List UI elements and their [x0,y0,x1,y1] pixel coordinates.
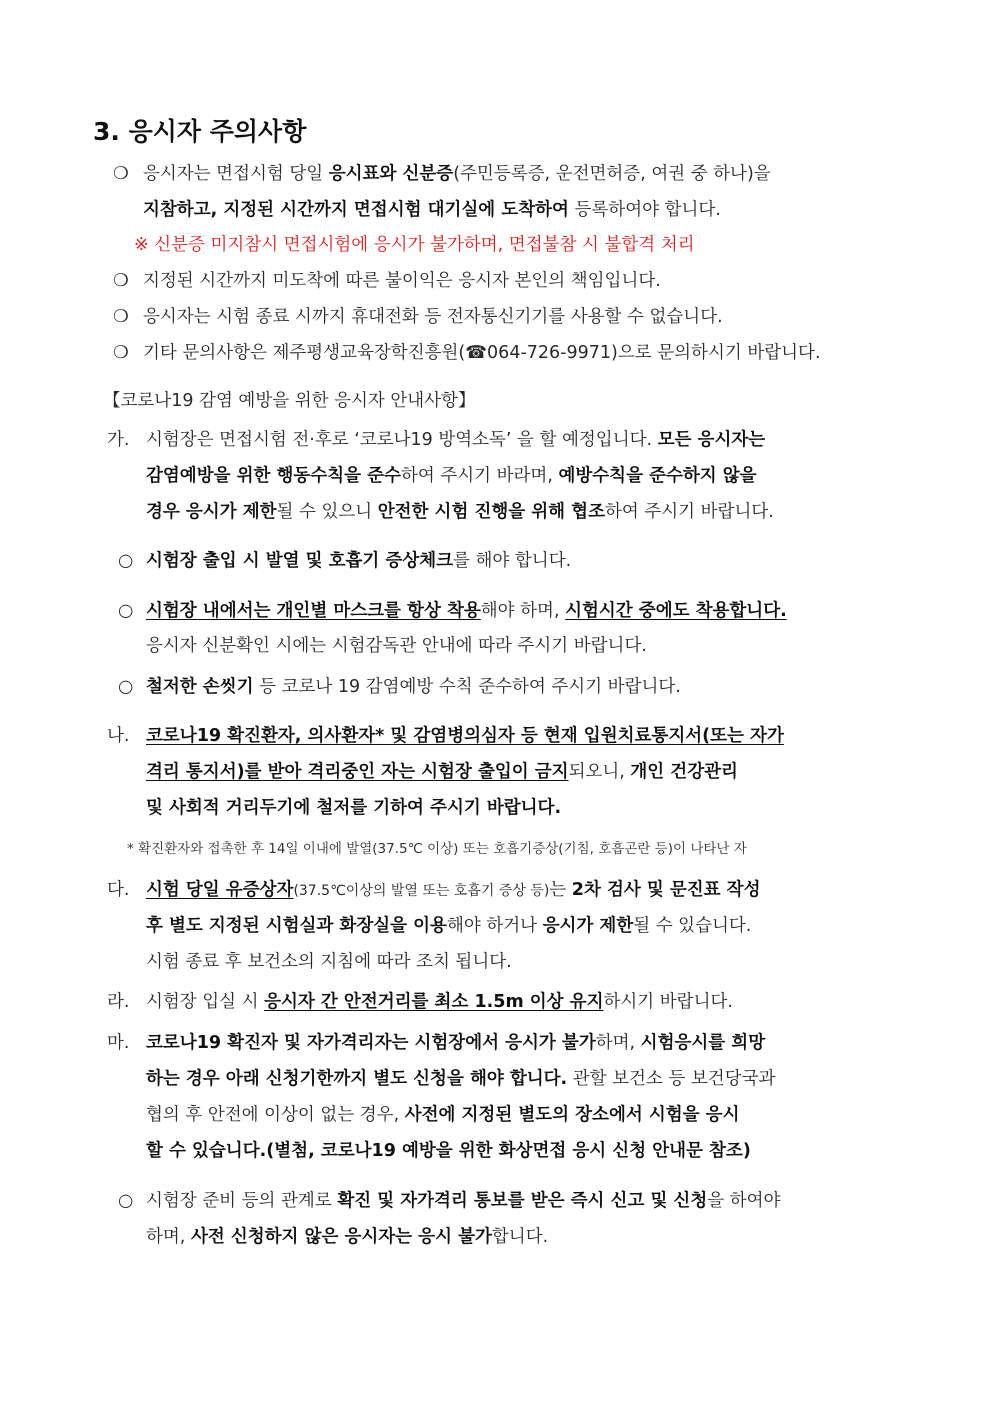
text: 하며, [146,1227,191,1247]
text: 하시기 바랍니다. [603,992,733,1012]
text: 를 해야 합니다. [453,551,572,571]
text: 시험장 입실 시 [146,992,265,1012]
bullet-hollow-circle: ❍ [113,271,129,291]
na-line-3: 및 사회적 거리두기에 철저를 기하여 주시기 바랍니다. [146,798,562,818]
text: 하여 주시기 바랍니다. [604,502,774,522]
ma-line-1 [146,1031,765,1055]
notice-1-warning: ※ 신분증 미지참시 면접시험에 응시가 불가하며, 면접불참 시 불합격 처리 [134,235,695,255]
notice-1-line-2 [143,198,721,222]
text: 등 코로나 19 감염예방 수칙 준수하여 주시기 바랍니다. [253,677,681,697]
text: 기타 문의사항은 제주평생교육장학진흥원( [143,343,466,363]
bold-text: 후 별도 지정된 시험실과 화장실을 이용 [146,916,447,936]
bold-text: 감염예방을 위한 행동수칙을 준수 [146,466,401,486]
bullet-hollow-circle: ❍ [113,164,129,184]
item-marker-ma: 마. [107,1033,130,1053]
text: 시험장은 면접시험 전·후로 ‘코로나19 방역소독’ 을 할 예정입니다. [146,430,658,450]
bold-text: 2차 검사 및 문진표 작성 [571,880,761,900]
item-marker-ra: 라. [107,992,130,1012]
section-title: 3. 응시자 주의사항 [93,117,307,146]
da-line-1 [146,878,761,903]
item-marker-na: 나. [107,726,130,746]
bold-text: 모든 응시자는 [657,430,766,450]
ga-sub-3 [146,675,681,699]
underlined-text: 시험 당일 유증상자 [146,880,294,900]
bold-text: 경우 응시가 제한 [146,502,277,522]
bullet-small-circle: ○ [118,551,134,571]
bold-text: 개인 건강관리 [630,762,738,782]
bullet-small-circle: ○ [118,677,134,697]
bold-text: 안전한 시험 진행을 위해 협조 [377,502,605,522]
bold-text: 예방수칙을 준수하지 않을 [558,466,757,486]
text: 협의 후 안전에 이상이 없는 경우, [146,1105,405,1125]
text: 관할 보건소 등 보건당국과 [567,1069,776,1089]
small-text: (37.5℃이상의 발열 또는 호흡기 증상 등) [293,883,550,899]
bold-text: 응시표와 신분증 [328,164,454,184]
text: 하며, [595,1033,641,1053]
text: 시험장 준비 등의 관계로 [146,1191,338,1211]
ma-sub-1-line-1 [146,1189,780,1213]
ma-line-2 [146,1067,775,1091]
ga-line-3 [146,500,774,524]
ga-line-1 [146,428,765,452]
bullet-small-circle: ○ [118,1191,134,1211]
underlined-text: 응시자 간 안전거리를 최소 1.5m 이상 유지 [264,992,604,1012]
na-footnote: * 확진환자와 접촉한 후 14일 이내에 발열(37.5℃ 이상) 또는 호흡기증상(기침, 호흡곤란 등)이 나타난 자 [127,841,747,857]
bold-text: 사전에 지정된 별도의 장소에서 시험을 응시 [404,1105,740,1125]
da-line-3: 시험 종료 후 보건소의 지침에 따라 조치 됩니다. [146,952,512,972]
underlined-text: 격리 통지서)를 받아 격리중인 자는 시험장 출입이 금지 [146,762,569,782]
text: 응시자는 면접시험 당일 [143,164,329,184]
notice-3: 응시자는 시험 종료 시까지 휴대전화 등 전자통신기기를 사용할 수 없습니다. [143,307,723,327]
bold-text: 확진 및 자가격리 통보를 받은 즉시 신고 및 신청 [337,1191,708,1211]
ga-sub-2-line-1 [146,599,787,623]
ra-line [146,990,733,1014]
bold-text: 시험장 출입 시 발열 및 호흡기 증상체크 [146,551,454,571]
bold-text: 코로나19 확진자 및 자가격리자는 시험장에서 응시가 불가 [146,1033,596,1053]
ga-sub-2-line-2: 응시자 신분확인 시에는 시험감독관 안내에 따라 주시기 바랍니다. [146,636,647,656]
text: 는 [549,880,572,900]
text: )으로 문의하시기 바랍니다. [611,343,821,363]
bold-text: 시험응시를 희망 [640,1033,766,1053]
underlined-text: 시험장 내에서는 개인별 마스크를 항상 착용 [146,601,481,621]
notice-2: 지정된 시간까지 미도착에 따른 불이익은 응시자 본인의 책임입니다. [143,271,661,291]
bullet-hollow-circle: ❍ [113,343,129,363]
ma-line-3 [146,1103,739,1127]
text: (주민등록증, 운전면허증, 여권 중 하나)을 [453,164,771,184]
phone-number: ☎064-726-9971 [465,343,612,363]
text: 하여 주시기 바라며, [400,466,559,486]
na-line-1: 코로나19 확진환자, 의사환자* 및 감염병의심자 등 현재 입원치료통지서(또는 자가 [146,726,784,746]
bold-text: 응시가 제한 [542,916,634,936]
text: 등록하여야 합니다. [568,200,721,220]
bullet-hollow-circle: ❍ [113,307,129,327]
ga-line-2 [146,464,757,488]
text: 해야 하며, [480,601,566,621]
text: 되오니, [568,762,631,782]
covid-section-header: 【코로나19 감염 예방을 위한 응시자 안내사항】 [103,391,476,411]
na-line-2 [146,760,738,784]
text: 될 수 있으니 [276,502,378,522]
da-line-2 [146,914,751,938]
ma-line-4: 할 수 있습니다.(별첨, 코로나19 예방을 위한 화상면접 응시 신청 안내문 참조) [146,1141,751,1161]
ma-sub-1-line-2 [146,1225,548,1249]
text: 을 하여야 [707,1191,781,1211]
bold-text: 하는 경우 아래 신청기한까지 별도 신청을 해야 합니다. [146,1069,568,1089]
bold-text: 지참하고, 지정된 시간까지 면접시험 대기실에 도착하여 [143,200,569,220]
bold-text: 사전 신청하지 않은 응시자는 응시 불가 [190,1227,492,1247]
text: 합니다. [491,1227,549,1247]
item-marker-ga: 가. [107,430,130,450]
text: 해야 하거나 [446,916,543,936]
notice-1-line-1 [143,162,771,186]
bullet-small-circle: ○ [118,601,134,621]
underlined-text: 시험시간 중에도 착용합니다. [565,601,787,621]
bold-text: 철저한 손씻기 [146,677,254,697]
text: 될 수 있습니다. [633,916,752,936]
ga-sub-1 [146,549,571,573]
item-marker-da: 다. [107,880,130,900]
notice-4 [143,341,821,365]
